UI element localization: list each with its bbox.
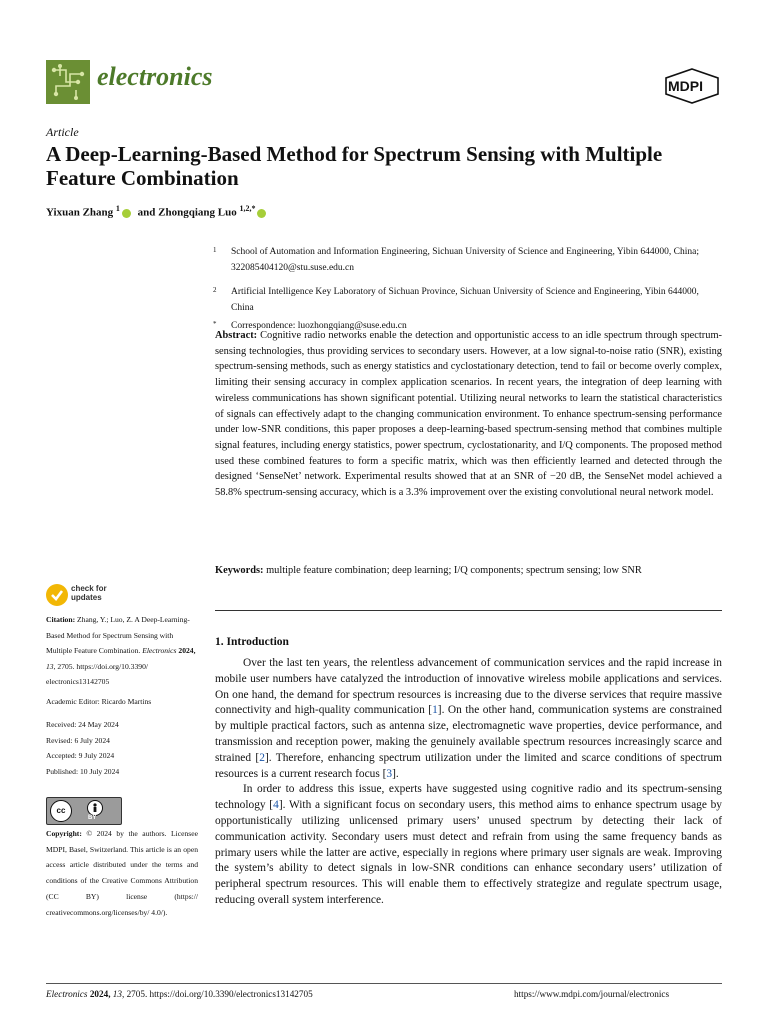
- introduction-body: [215, 656, 722, 909]
- abstract-text: Cognitive radio networks enable the detection and opportunistic access to an idle spectrum through spectrum-sensing technologies, thus providing services to secondary users. However, at a low signal-to-noise ratio (SNR), existing spectrum-sensing methods, such as energy statistics and cyclostationary detection, tend to fail or become overly complex, limiting their sensing accuracy in complex application scenarios. In recent years, the integration of deep learning with wireless communications has shown significant potential. Utilizing neural networks to learn the statistical characteristics of signals can effectively adapt to the changing communication environment. To enhance spectrum-sensing performance under low-SNR conditions, this paper proposes a deep-learning-based spectrum-sensing method that combines multiple signal features, including energy statistics, power spectrum, cyclostationarity, and I/Q components. The proposed method used these combined features to form a specific matrix, which was then efficiently learned and detected through the designed ‘SenseNet’ network. Experimental results showed that at an SNR of −20 dB, the SenseNet model achieved a 58.8% spectrum-sensing accuracy, which is a 3.3% improvement over the existing convolutional neural network model.: [215, 330, 722, 499]
- journal-name: electronics: [97, 62, 213, 91]
- citation-year: 2024,: [178, 646, 196, 655]
- attribution-icon: [87, 800, 103, 816]
- citation: [46, 612, 198, 690]
- cc-by-license-badge[interactable]: [46, 797, 122, 825]
- circuit-icon: [46, 60, 90, 104]
- date-published: Published: 10 July 2024: [46, 766, 120, 776]
- footer-journal-url[interactable]: https://www.mdpi.com/journal/electronics: [514, 989, 670, 999]
- footer-divider: [46, 983, 722, 984]
- citation-link[interactable]: 1: [432, 704, 438, 717]
- date-received: Received: 24 May 2024: [46, 720, 119, 729]
- mdpi-logo: [664, 68, 720, 104]
- keywords-label: Keywords:: [215, 565, 264, 576]
- affiliation-number: 2: [213, 286, 217, 294]
- paragraph-text: ]. Therefore, enhancing spectrum utilization under the limited and scarce conditions of spectrum resources is a current research focus [: [215, 751, 723, 780]
- orcid-icon[interactable]: [122, 209, 131, 218]
- check-for-updates-text: [71, 584, 107, 602]
- paragraph-text: ]. With a significant focus on secondary users, this method aims to enhance spectrum usage by opportunistically utilizing unlicensed primary users’ unused spectrum by detecting their lack of communication activity. Secondary users must detect and refrain from using the same frequency bands as primary users while the latter are active, especially in regions where primary user signals are weak. Improving the system’s ability to detect signals in low-SNR conditions can enhance secondary users’ utilization of peripheral spectrum resources. This will enable them to effectively strategize and regulate spectrum usage, reducing overall system interference.: [215, 799, 722, 906]
- orcid-icon[interactable]: [257, 209, 266, 218]
- by-label: BY: [88, 815, 97, 821]
- keywords: [215, 563, 722, 579]
- abstract: [215, 328, 722, 501]
- paragraph-text: ]. On the other hand, communication systems are constrained by multiple practical factors, such as antenna size, electromagnetic wave properties, device performance, and transmission and reception power, making the genuinely available spectrum resources increasingly scarce and strained [: [215, 704, 722, 764]
- citation-link[interactable]: 2: [259, 751, 265, 764]
- date-revised: Revised: 6 July 2024: [46, 735, 110, 745]
- paragraph-text: ].: [392, 767, 399, 780]
- affiliations: [213, 244, 723, 334]
- cc-icon: cc: [50, 800, 72, 822]
- paragraph-text: Over the last ten years, the relentless advancement of communication services and the rapid increase in mobile user numbers have catalyzed the introduction of innovative wireless mobile applications and services. On one hand, the demand for spectrum resources is increasing due to the diverse services that require massive connectivity and high-quality communication [: [215, 657, 722, 717]
- keywords-text: multiple feature combination; deep learning; I/Q components; spectrum sensing; low SNR: [266, 565, 642, 576]
- paragraph: [215, 656, 722, 782]
- affiliation-item: [213, 244, 723, 276]
- check-for-updates-badge[interactable]: [46, 584, 126, 604]
- sidebar-metadata: [46, 612, 198, 779]
- article-title: A Deep-Learning-Based Method for Spectrum Sensing with Multiple Feature Combination: [46, 142, 663, 190]
- citation-link[interactable]: 3: [386, 767, 393, 780]
- section-heading: 1. Introduction: [215, 636, 289, 648]
- copyright-label: Copyright:: [46, 829, 82, 838]
- check-line-1: check for: [71, 584, 107, 593]
- affiliation-text: School of Automation and Information Engineering, Sichuan University of Science and Engineering, Yibin 644000, China; 322085404120@stu.suse.edu.cn: [231, 247, 699, 273]
- paragraph: [215, 782, 722, 908]
- author-affil-sup: 1,2,*: [239, 204, 256, 213]
- academic-editor: Academic Editor: Ricardo Martins: [46, 696, 152, 706]
- footer-citation: [46, 989, 313, 999]
- paragraph-text: In order to address this issue, experts have suggested using cognitive radio and its spectrum-sensing technology [: [215, 783, 722, 812]
- citation-journal: Electronics: [142, 646, 177, 655]
- journal-logo: [46, 60, 90, 104]
- citation-text: Zhang, Y.; Luo, Z. A Deep-Learning-Based Method for Spectrum Sensing with Multiple Feature Combination.: [46, 615, 190, 655]
- copyright-text: © 2024 by the authors. Licensee MDPI, Basel, Switzerland. This article is an open access article distributed under the terms and conditions of the Creative Commons Attribution (CC BY) license (https:// creativecommons.org/licenses/by/ 4.0/).: [46, 829, 198, 917]
- date-accepted: Accepted: 9 July 2024: [46, 751, 115, 760]
- citation-label: Citation:: [46, 615, 76, 624]
- copyright-notice: [46, 826, 198, 920]
- author-affil-sup: 1: [115, 204, 120, 213]
- footer-year: 2024,: [89, 989, 111, 999]
- abstract-label: Abstract:: [215, 330, 258, 341]
- affiliation-number: 1: [213, 246, 217, 254]
- citation-link[interactable]: 4: [273, 799, 279, 812]
- footer-doi[interactable]: 2705. https://doi.org/10.3390/electronics13142705: [126, 989, 313, 999]
- check-icon: [46, 584, 68, 606]
- author-name: Yixuan Zhang: [46, 206, 114, 219]
- citation-volume: 13,: [46, 661, 56, 671]
- correspondence-text: Correspondence: luozhongqiang@suse.edu.cn: [231, 321, 407, 331]
- author-line: [46, 204, 270, 219]
- author-conjunction: and: [137, 206, 156, 219]
- check-line-2: updates: [71, 593, 102, 602]
- affiliation-text: Artificial Intelligence Key Laboratory of Sichuan Province, Sichuan University of Science and Engineering, Yibin 644000, China: [231, 287, 699, 313]
- section-divider: [215, 610, 722, 611]
- article-type: Article: [46, 125, 79, 139]
- author-name: Zhongqiang Luo: [158, 206, 237, 219]
- footer-journal: Electronics: [46, 989, 88, 999]
- mdpi-text: MDPI: [668, 78, 703, 94]
- affiliation-item: [213, 284, 723, 316]
- affiliation-number: *: [213, 320, 217, 328]
- citation-doi[interactable]: 2705. https://doi.org/10.3390/ electronics13142705: [46, 661, 148, 686]
- footer-volume: 13,: [112, 989, 125, 999]
